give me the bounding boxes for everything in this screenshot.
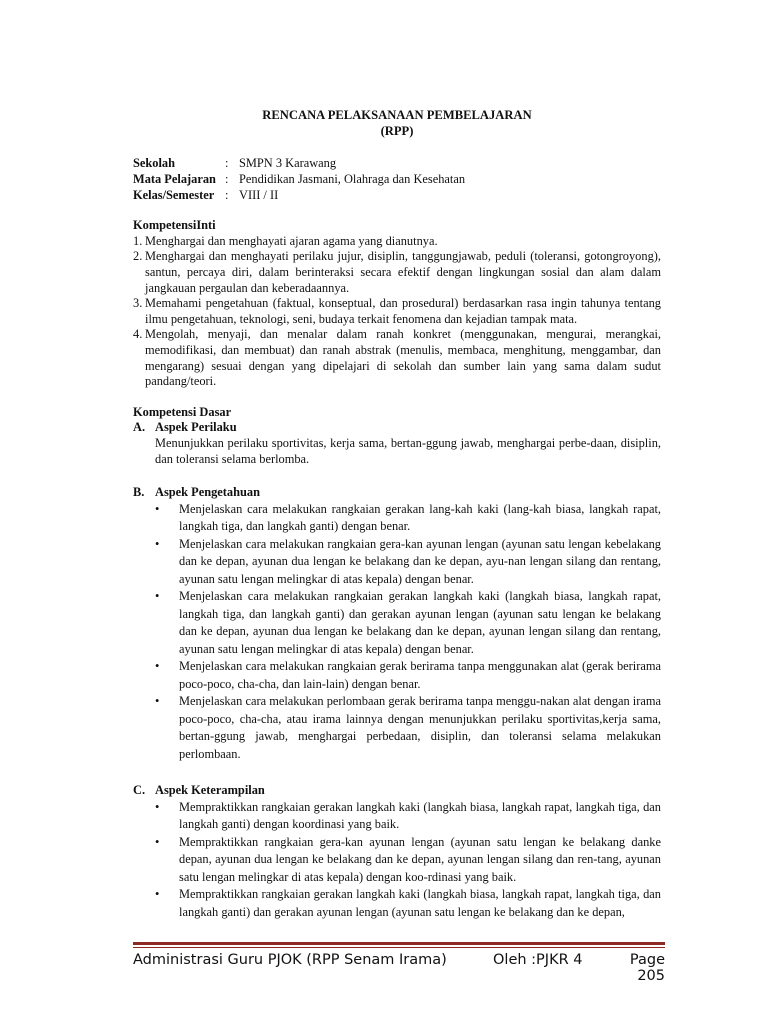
list-item-text: Mempraktikkan rangkaian gera-kan ayunan lengan (ayunan satu lengan ke belakang danke depan, ayunan dua lengan ke belakang dan ke depan, ayunan lengan silang dan ren-tang, ayunan satu lengan melingkar di atas kepala) dengan koo-rdinasi yang baik. [179,834,661,884]
list-item [133,799,661,834]
section-title: Aspek Pengetahuan [155,485,260,500]
ki-number: 4. [133,327,143,342]
footer-rule-thin [133,947,665,948]
meta-label: Mata Pelajaran [133,172,216,187]
meta-value: SMPN 3 Karawang [239,156,337,171]
list-item-text: Menjelaskan cara melakukan rangkaian gerak berirama tanpa menggunakan alat (gerak berirama poco-poco, cha-cha, dan lain-lain) dengan benar. [179,659,661,691]
aspek-perilaku-text: Menunjukkan perilaku sportivitas, kerja sama, bertan-ggung jawab, menghargai perbe-daan, disiplin, dan toleransi selama berlomba. [155,435,661,466]
ki-number: 2. [133,249,143,264]
bullet-icon: • [155,536,160,551]
aspek-keterampilan-heading [133,783,661,799]
bullet-icon: • [155,694,160,709]
ki-item [133,296,661,327]
identity-block [133,155,661,203]
list-item [133,658,661,693]
meta-colon: : [225,156,229,171]
meta-row-kelas-semester [133,187,661,203]
meta-value: Pendidikan Jasmani, Olahraga dan Kesehatan [239,172,466,187]
list-item [133,536,661,589]
kompetensi-dasar-heading: Kompetensi Dasar [133,404,232,419]
kompetensi-inti-list [133,234,661,390]
ki-text: Menghargai dan menghayati perilaku jujur, disiplin, tanggungjawab, peduli (toleransi, gotongroyong), santun, percaya diri, dalam berinteraksi secara efektif dengan lingkungan sosial dan alam dalam jangkauan pergaulan dan keberadaannya. [145,249,661,295]
bullet-icon: • [155,799,160,814]
list-item [133,693,661,763]
section-letter: B. [133,485,145,500]
footer-author: Oleh :PJKR 4 [493,952,583,968]
page-footer [133,952,665,984]
meta-colon: : [225,188,229,203]
list-item-text: Menjelaskan cara melakukan rangkaian gera-kan ayunan lengan (ayunan satu lengan kebelakang dan ke depan, ayunan dua lengan ke belakang dan ke depan, ayu-nan lengan silang dan rentang, ayunan satu lengan melingkar di atas kepala) dengan benar. [179,536,661,586]
ki-item [133,249,661,296]
meta-row-sekolah [133,155,661,171]
list-item [133,834,661,887]
ki-text: Menghargai dan menghayati ajaran agama yang dianutnya. [145,233,438,248]
list-item [133,588,661,658]
ki-item [133,327,661,389]
list-item-text: Menjelaskan cara melakukan rangkaian gerakan lang-kah kaki (lang-kah biasa, langkah rapat, langkah tiga, dan langkah ganti) dengan benar. [179,501,661,534]
list-item [133,886,661,921]
bullet-icon: • [155,887,160,902]
ki-item [133,234,661,250]
bullet-icon: • [155,659,160,674]
bullet-icon: • [155,589,160,604]
title-line-2: (RPP) [380,123,414,138]
ki-text: Mengolah, menyaji, dan menalar dalam ranah konkret (menggunakan, mengurai, merangkai, memodifikasi, dan membuat) dan ranah abstrak (menulis, membaca, menghitung, menggambar, dan mengarang) sesuai dengan yang dipelajari di sekolah dan sumber lain yang sama dalam sudut pandang/teori. [145,327,661,389]
list-item-text: Menjelaskan cara melakukan perlombaan gerak berirama tanpa menggu-nakan alat dengan irama poco-poco, cha-cha, atau irama lainnya dengan menunjukkan perilaku sportivitas,kerja sama, bertan-ggung jawab, menghargai perbedaan, disiplin, dan toleransi selama melakukan perlombaan. [179,694,661,761]
aspek-pengetahuan-list [133,501,661,764]
list-item-text: Mempraktikkan rangkaian gerakan langkah kaki (langkah biasa, langkah rapat, langkah tiga, dan langkah ganti) dan gerakan ayunan lengan (ayunan satu lengan ke belakang dan ke depan, [179,887,661,919]
bullet-icon: • [155,501,160,516]
aspek-keterampilan-list [133,799,661,922]
document-title [133,108,661,139]
footer-rule-thick [133,942,665,945]
footer-page-number: Page 205 [629,952,665,984]
ki-number: 1. [133,233,143,248]
section-letter: C. [133,783,146,798]
aspek-perilaku-heading [133,420,661,436]
section-title: Aspek Keterampilan [155,783,265,798]
section-letter: A. [133,420,146,435]
section-title: Aspek Perilaku [155,420,237,435]
document-body [133,108,661,921]
meta-label: Sekolah [133,156,176,171]
list-item-text: Menjelaskan cara melakukan rangkaian gerakan langkah kaki (langkah biasa, langkah rapat, langkah tiga, dan langkah ganti) dan gerakan ayunan lengan (ayunan satu lengan ke belakang dan ke depan, ayunan dua lengan ke belakang dan ke depan, ayunan lengan silang dan rentang, ayunan satu lengan melingkar di atas kepala) dengan benar. [179,589,661,656]
meta-row-mata-pelajaran [133,171,661,187]
list-item [133,501,661,536]
meta-value: VIII / II [239,188,279,203]
meta-colon: : [225,172,229,187]
aspek-pengetahuan-heading [133,485,661,501]
list-item-text: Mempraktikkan rangkaian gerakan langkah kaki (langkah biasa, langkah rapat, langkah tiga, dan langkah ganti) dengan koordinasi yang baik. [179,799,661,832]
ki-number: 3. [133,296,143,311]
ki-text: Memahami pengetahuan (faktual, konseptual, dan prosedural) berdasarkan rasa ingin tahunya tentang ilmu pengetahuan, teknologi, seni, budaya terkait fenomena dan kejadian tampak mata. [145,296,661,326]
footer-document-title: Administrasi Guru PJOK (RPP Senam Irama) [133,952,447,968]
meta-label: Kelas/Semester [133,188,215,203]
kompetensi-inti-heading: KompetensiInti [133,218,216,233]
title-line-1: RENCANA PELAKSANAAN PEMBELAJARAN [262,108,532,122]
bullet-icon: • [155,834,160,849]
